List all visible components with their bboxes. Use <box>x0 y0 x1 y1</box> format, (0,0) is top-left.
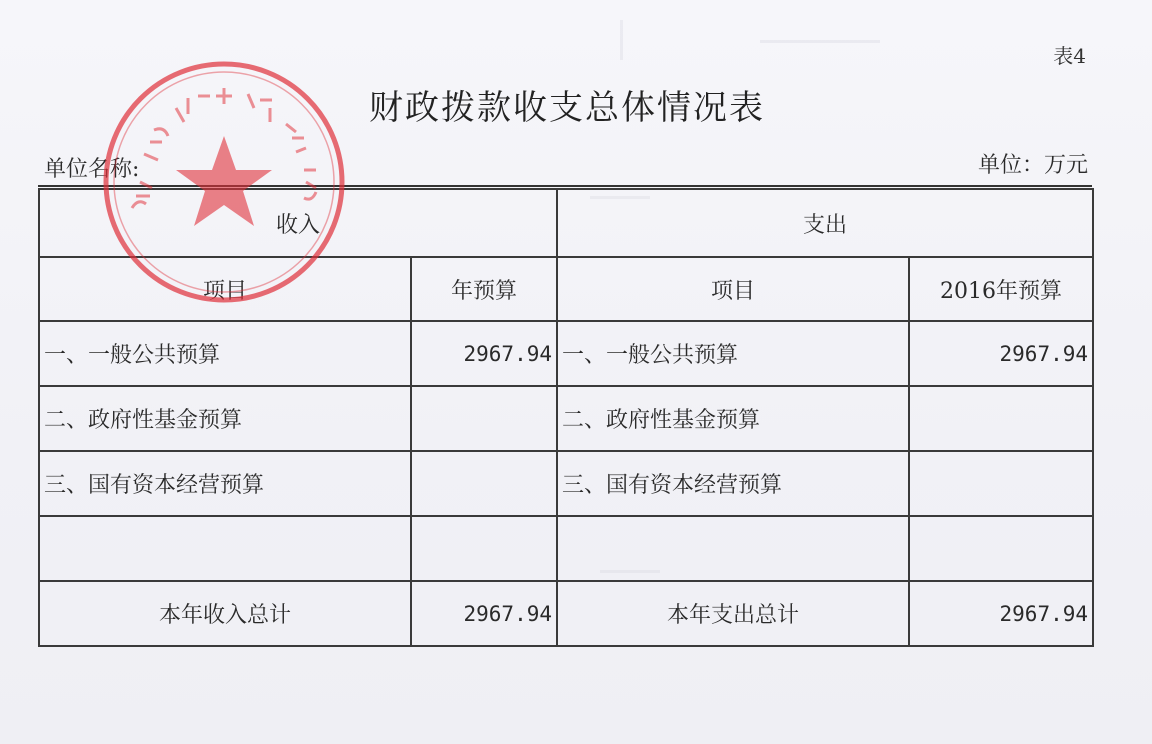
income-total-value: 2967.94 <box>411 581 557 646</box>
income-item-cell: 一、一般公共预算 <box>39 321 411 386</box>
expense-item-cell: 二、政府性基金预算 <box>557 386 909 451</box>
table-row <box>39 516 1093 581</box>
expense-budget-header: 2016年预算 <box>909 257 1093 321</box>
income-value-cell <box>411 451 557 516</box>
income-value-cell <box>411 386 557 451</box>
expense-item-header: 项目 <box>557 257 909 321</box>
expense-item-cell <box>557 516 909 581</box>
income-value-cell <box>411 516 557 581</box>
income-budget-header: 年预算 <box>411 257 557 321</box>
expense-item-cell: 三、国有资本经营预算 <box>557 451 909 516</box>
expense-value-cell <box>909 451 1093 516</box>
expense-value-cell <box>909 386 1093 451</box>
table-row <box>39 386 1093 451</box>
expense-item-cell: 一、一般公共预算 <box>557 321 909 386</box>
table-header-row <box>39 189 1093 257</box>
income-item-cell: 三、国有资本经营预算 <box>39 451 411 516</box>
expense-header: 支出 <box>557 189 1093 257</box>
show-through-mark <box>620 20 623 60</box>
page-title: 财政拨款收支总体情况表 <box>369 88 765 128</box>
budget-table <box>38 188 1094 647</box>
table-number: 表4 <box>1053 44 1086 68</box>
expense-total-label: 本年支出总计 <box>557 581 909 646</box>
show-through-mark <box>760 40 880 43</box>
header-rule <box>38 185 1092 187</box>
income-value-cell: 2967.94 <box>411 321 557 386</box>
income-item-cell <box>39 516 411 581</box>
table-subheader-row <box>39 257 1093 321</box>
income-item-header: 项目 <box>39 257 411 321</box>
unit-label: 单位：万元 <box>977 153 1088 178</box>
expense-value-cell: 2967.94 <box>909 321 1093 386</box>
income-total-label: 本年收入总计 <box>39 581 411 646</box>
income-header: 收入 <box>39 189 557 257</box>
unit-name-label: 单位名称: <box>44 157 140 182</box>
expense-total-value: 2967.94 <box>909 581 1093 646</box>
table-row <box>39 321 1093 386</box>
table-row <box>39 451 1093 516</box>
income-item-cell: 二、政府性基金预算 <box>39 386 411 451</box>
totals-row <box>39 581 1093 646</box>
expense-value-cell <box>909 516 1093 581</box>
